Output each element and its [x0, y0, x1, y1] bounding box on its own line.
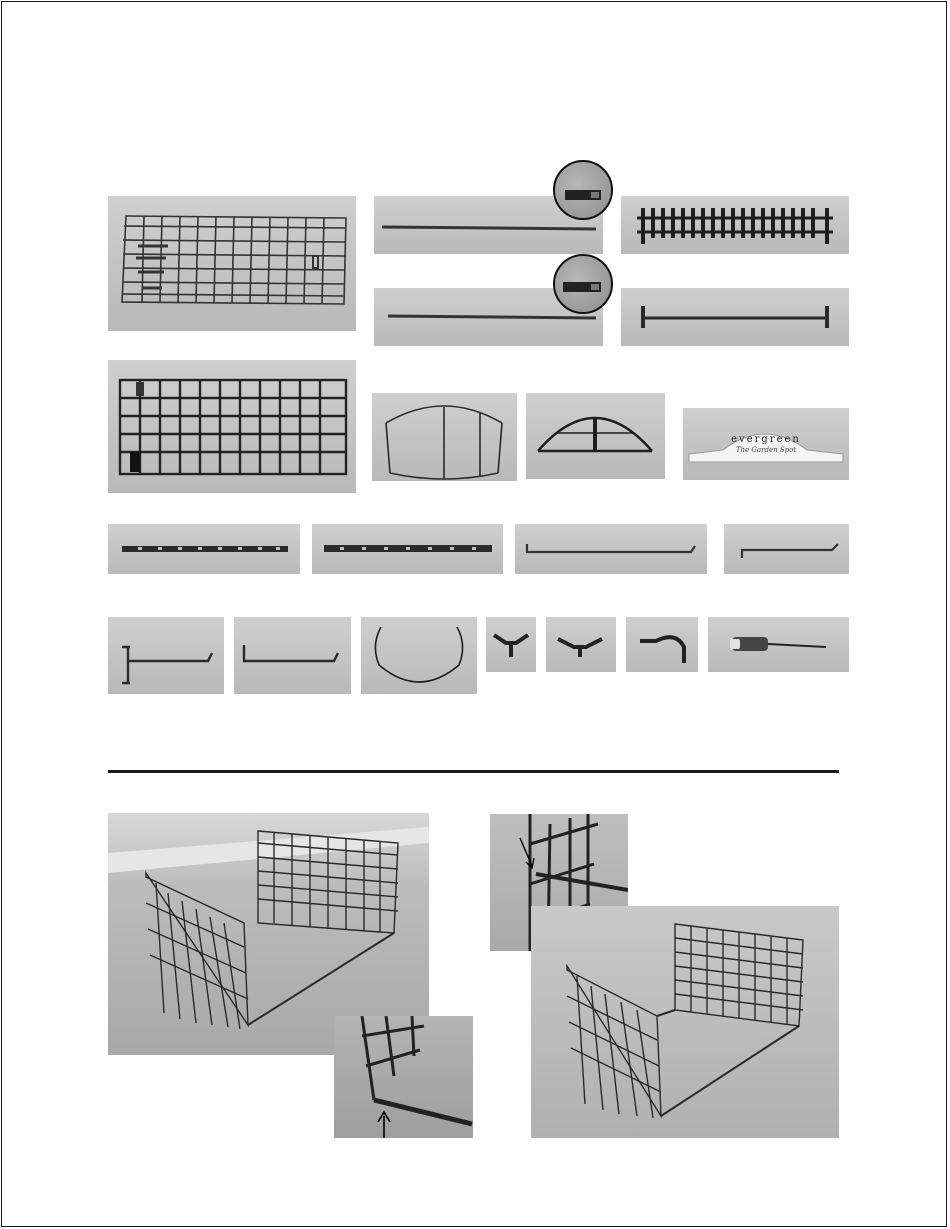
part-wing-nut-1 — [486, 617, 536, 672]
assembly-step-1-detail — [334, 1016, 473, 1138]
part-slotted-bar-2 — [312, 524, 503, 574]
u-handle-illustration — [361, 617, 477, 694]
t-hook-illustration — [108, 617, 224, 694]
arch-illustration — [526, 393, 665, 479]
arrow-up-icon — [378, 1112, 390, 1138]
slotted-bar-2-illustration — [312, 524, 503, 574]
slotted-bar-1-illustration — [108, 524, 300, 574]
rod-2-detail-illustration — [555, 256, 611, 312]
nameplate-text — [683, 408, 849, 480]
part-t-hook — [108, 617, 224, 694]
wing-nut-2-illustration — [546, 617, 616, 672]
part-hook-rod-long — [515, 524, 707, 574]
j-hook-illustration — [626, 617, 698, 672]
half-hoop-illustration — [372, 393, 517, 481]
part-slotted-bar-1 — [108, 524, 300, 574]
part-u-handle — [361, 617, 477, 694]
part-picket-fence — [621, 196, 849, 254]
part-j-hook — [626, 617, 698, 672]
grid-panel-short-illustration — [108, 360, 356, 493]
rod-2-detail-inset — [553, 254, 613, 314]
part-screwdriver — [708, 617, 849, 672]
hook-rod-short-illustration — [724, 524, 849, 574]
part-half-hoop — [372, 393, 517, 481]
part-grid-panel-long — [108, 196, 356, 331]
screwdriver-illustration — [708, 617, 849, 672]
part-arch — [526, 393, 665, 479]
grid-panel-long-illustration — [108, 196, 356, 331]
nameplate-tagline: The Garden Spot — [735, 446, 797, 454]
assembly-step-2-illustration — [531, 906, 839, 1138]
assembly-step-1-detail-illustration — [334, 1016, 473, 1138]
part-nameplate — [683, 408, 849, 480]
picket-fence-illustration — [621, 196, 849, 254]
part-t-rod — [621, 288, 849, 346]
wing-nut-1-illustration — [486, 617, 536, 672]
t-rod-illustration — [621, 288, 849, 346]
rod-1-detail-inset — [553, 160, 613, 220]
rod-1-detail-illustration — [555, 162, 611, 218]
l-rod-illustration — [234, 617, 351, 694]
section-divider — [108, 770, 839, 773]
part-hook-rod-short — [724, 524, 849, 574]
part-wing-nut-2 — [546, 617, 616, 672]
nameplate-brand: evergreen — [731, 434, 801, 445]
part-grid-panel-short — [108, 360, 356, 493]
hook-rod-long-illustration — [515, 524, 707, 574]
part-l-rod — [234, 617, 351, 694]
assembly-step-2-photo — [531, 906, 839, 1138]
